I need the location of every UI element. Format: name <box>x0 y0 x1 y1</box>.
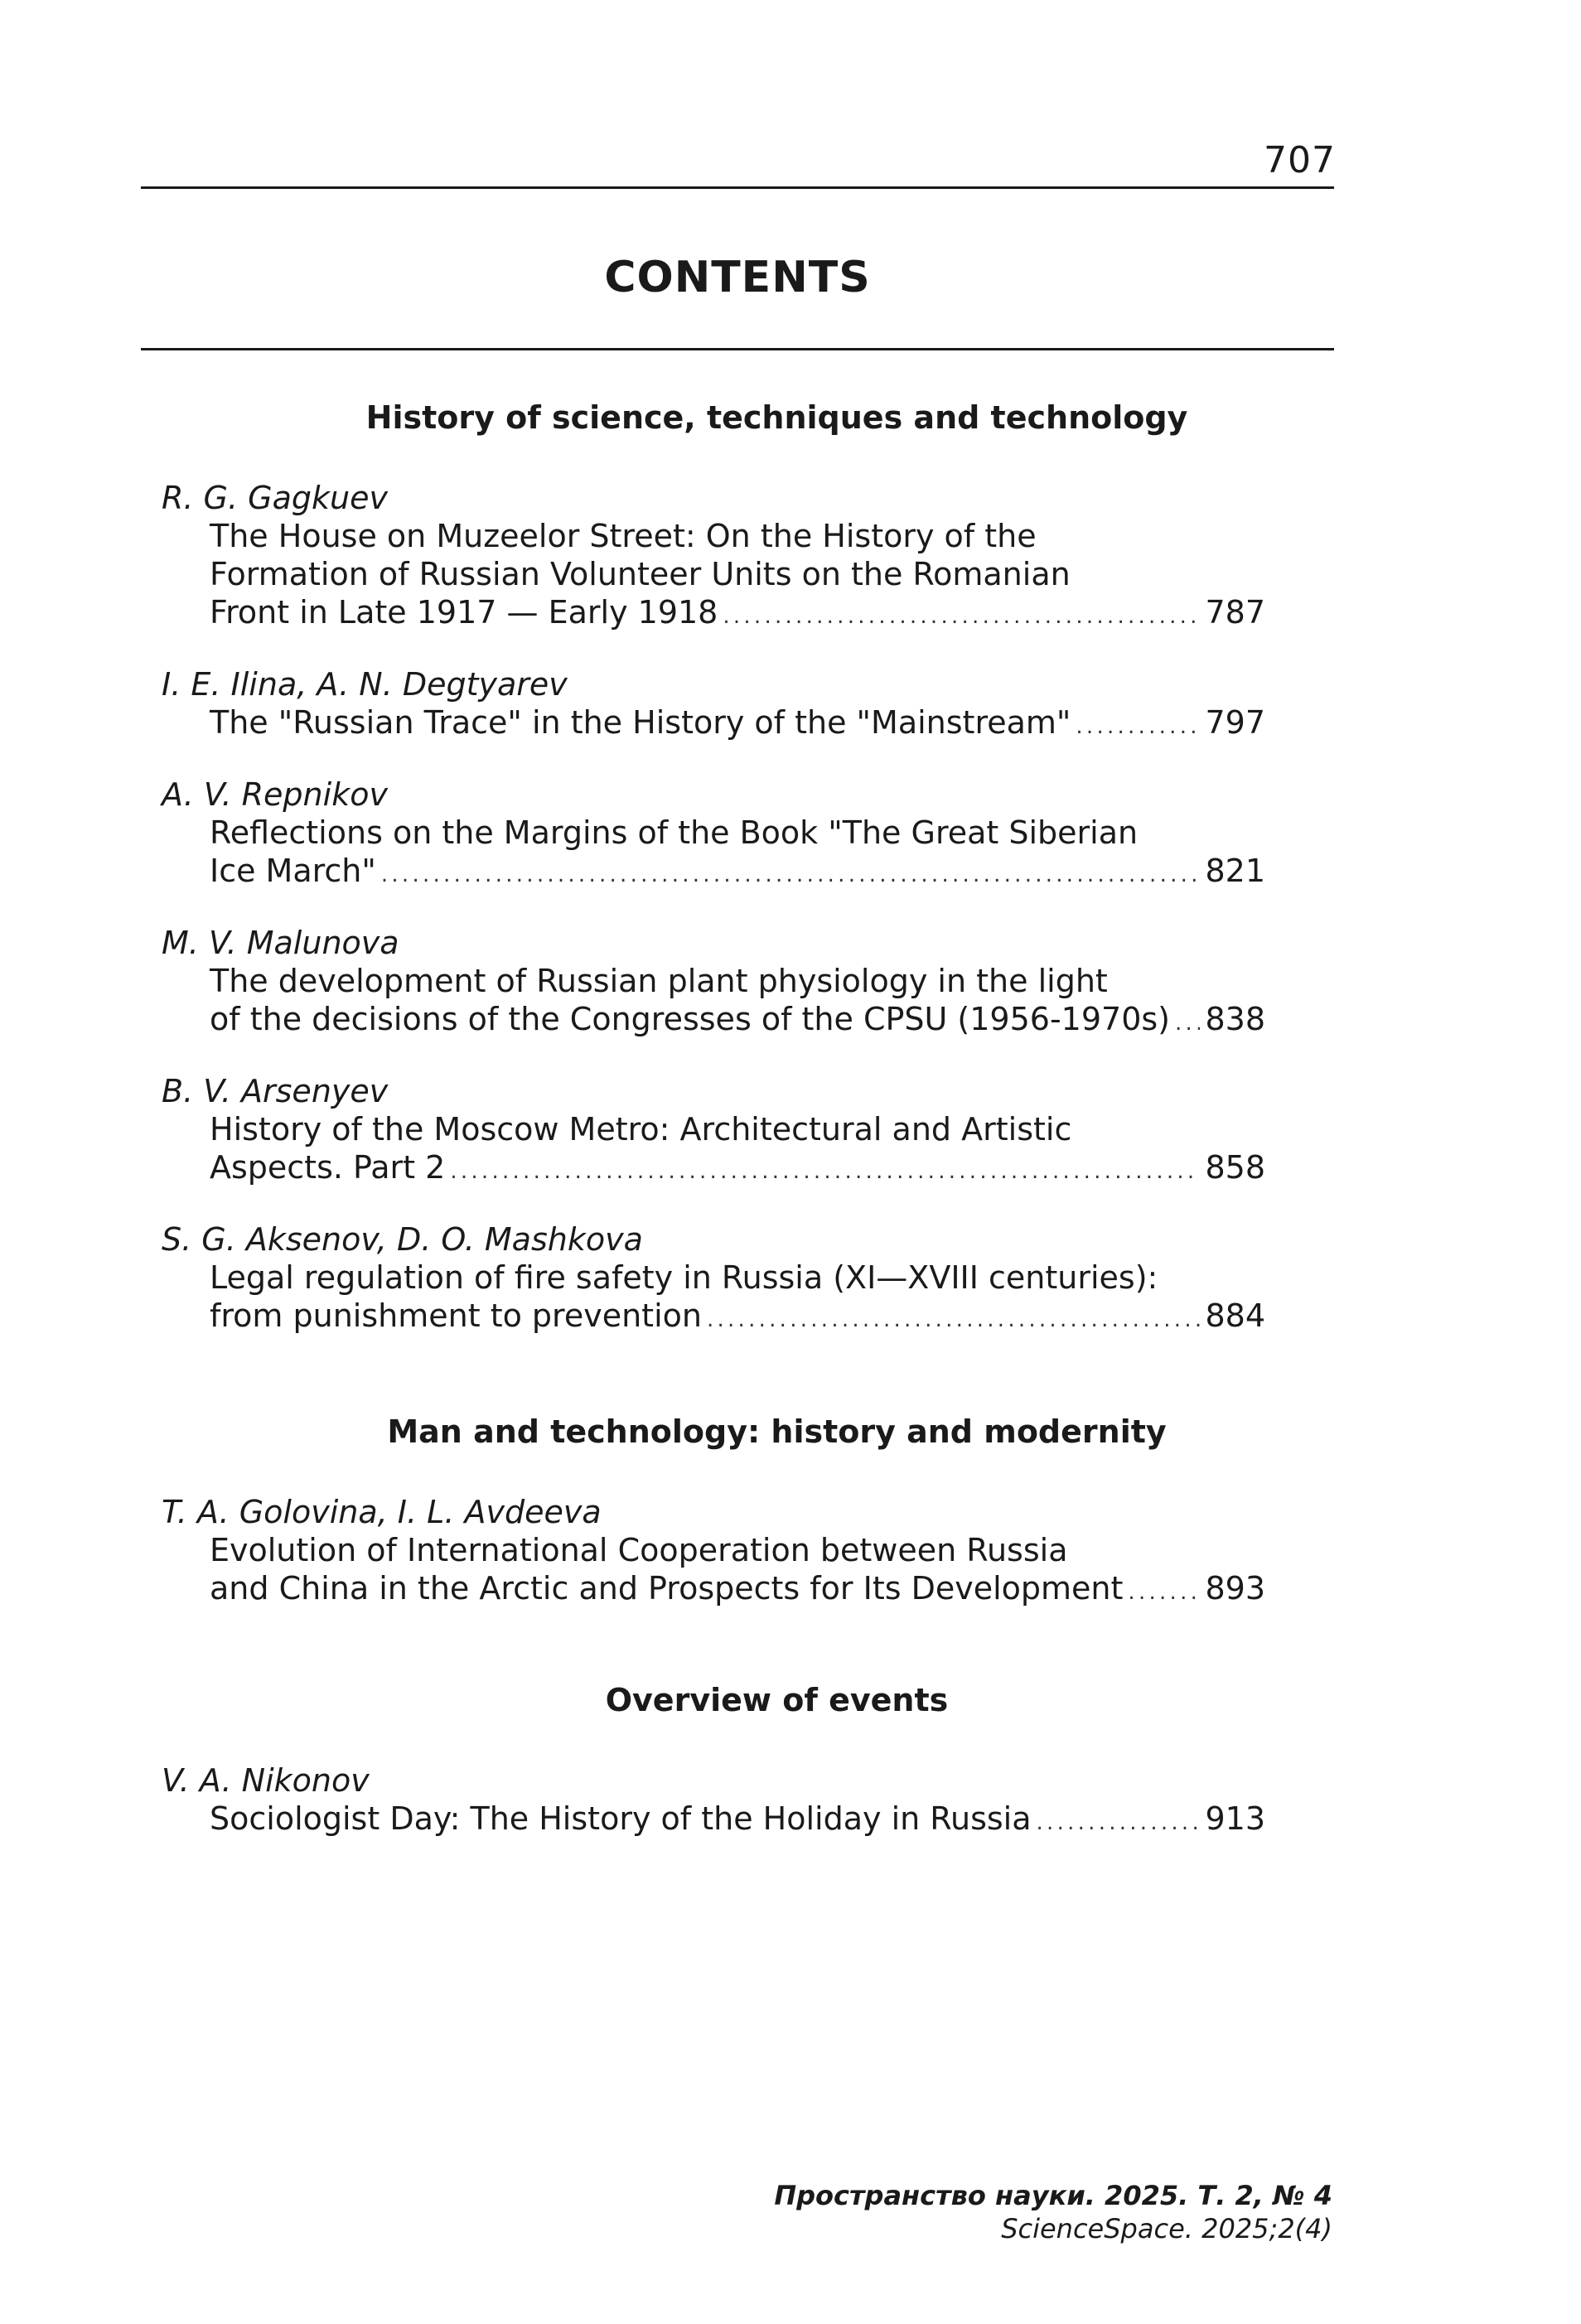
toc-entry[interactable] <box>162 1220 1313 1339</box>
footer-reference: ScienceSpace. 2025;2(4) <box>1001 2213 1332 2244</box>
entry-title <box>162 814 1265 894</box>
title-line: Reflections on the Margins of the Book "The Great Siberian <box>210 814 1139 851</box>
title-line: The "Russian Trace" in the History of the "Mainstream" <box>210 704 1071 741</box>
entry-page-number: 858 <box>1205 1149 1265 1186</box>
footer-journal: Пространство науки. 2025. Т. 2, № 4 <box>774 2180 1332 2211</box>
section-title: Man and technology: history and modernity <box>387 1413 1167 1450</box>
entry-page-number: 913 <box>1205 1800 1265 1837</box>
page-footer <box>774 2179 1332 2245</box>
dot-leader <box>723 597 1200 635</box>
entry-page-number: 821 <box>1205 853 1265 889</box>
toc-entry[interactable] <box>162 775 1313 894</box>
toc-entry[interactable] <box>162 1072 1313 1191</box>
title-line: The House on Muzeelor Street: On the History of the <box>210 518 1037 554</box>
title-rule <box>141 348 1334 350</box>
entry-title <box>162 1110 1265 1191</box>
entry-page-number: 787 <box>1205 594 1265 631</box>
dot-leader <box>1076 708 1200 746</box>
title-line: Formation of Russian Volunteer Units on the Romanian <box>210 556 1071 592</box>
title-line: Front in Late 1917 — Early 1918 <box>210 594 718 631</box>
dot-leader <box>450 1152 1200 1191</box>
entry-authors: M. V. Malunova <box>162 925 399 961</box>
entry-title <box>162 1531 1265 1611</box>
dot-leader <box>707 1301 1201 1339</box>
entry-authors: A. V. Repnikov <box>162 776 388 813</box>
entry-page-number: 893 <box>1205 1570 1265 1607</box>
entry-authors: B. V. Arsenyev <box>162 1073 389 1109</box>
entry-title <box>162 1259 1265 1339</box>
dot-leader <box>1037 1804 1201 1842</box>
entry-page-number: 797 <box>1205 704 1265 741</box>
entry-authors: T. A. Golovina, I. L. Avdeeva <box>162 1494 602 1530</box>
title-line: Aspects. Part 2 <box>210 1149 446 1186</box>
title-line: Evolution of International Cooperation between Russia <box>210 1532 1068 1568</box>
toc-entry[interactable] <box>162 924 1313 1042</box>
title-line: of the decisions of the Congresses of the CPSU (1956-1970s) <box>210 1001 1170 1037</box>
page-number: 707 <box>1264 139 1336 181</box>
toc-entry[interactable] <box>162 1493 1313 1611</box>
entry-authors: I. E. Ilina, A. N. Degtyarev <box>162 666 568 703</box>
contents-title: CONTENTS <box>604 253 871 302</box>
title-line: History of the Moscow Metro: Architectural and Artistic <box>210 1111 1072 1148</box>
title-line: from punishment to prevention <box>210 1297 702 1334</box>
title-line: Legal regulation of fire safety in Russia (XI—XVIII centuries): <box>210 1259 1158 1296</box>
entry-page-number: 838 <box>1205 1001 1265 1037</box>
toc-entry[interactable] <box>162 479 1313 635</box>
dot-leader <box>1128 1573 1200 1611</box>
entry-authors: S. G. Aksenov, D. O. Mashkova <box>162 1221 643 1258</box>
entry-title <box>162 703 1265 746</box>
title-line: and China in the Arctic and Prospects for Its Development <box>210 1570 1124 1607</box>
entry-authors: V. A. Nikonov <box>162 1762 370 1799</box>
entry-title <box>162 1800 1265 1842</box>
entry-title <box>162 962 1265 1042</box>
title-line: Sociologist Day: The History of the Holiday in Russia <box>210 1800 1032 1837</box>
header-rule <box>141 186 1334 189</box>
entry-page-number: 884 <box>1205 1297 1265 1334</box>
entry-authors: R. G. Gagkuev <box>162 480 388 516</box>
toc-entry[interactable] <box>162 1761 1313 1842</box>
title-line: Ice March" <box>210 853 376 889</box>
dot-leader <box>381 856 1201 894</box>
section-history-of-science <box>162 399 1313 1369</box>
entry-title <box>162 517 1265 635</box>
dot-leader <box>1175 1004 1200 1042</box>
section-title: Overview of events <box>605 1682 949 1718</box>
toc-entry[interactable] <box>162 665 1313 746</box>
section-overview-of-events <box>162 1682 1313 1872</box>
title-line: The development of Russian plant physiology in the light <box>210 963 1108 999</box>
section-man-and-technology <box>162 1413 1313 1641</box>
section-title: History of science, techniques and technology <box>365 399 1188 436</box>
